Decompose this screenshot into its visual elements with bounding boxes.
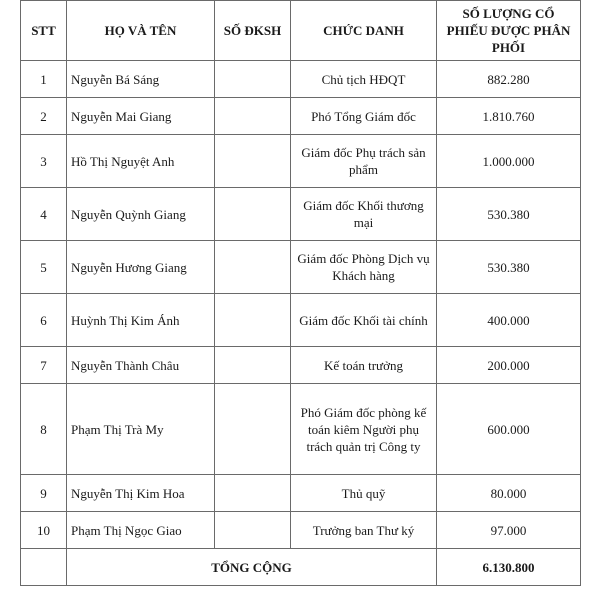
cell-dksh <box>215 294 291 347</box>
cell-name: Nguyễn Thành Châu <box>67 347 215 384</box>
cell-stt: 1 <box>21 61 67 98</box>
table-header <box>21 1 581 61</box>
cell-name: Huỳnh Thị Kim Ánh <box>67 294 215 347</box>
header-row <box>21 1 581 61</box>
total-qty: 6.130.800 <box>437 549 581 586</box>
cell-title: Thủ quỹ <box>291 475 437 512</box>
cell-title: Trưởng ban Thư ký <box>291 512 437 549</box>
cell-stt: 4 <box>21 188 67 241</box>
cell-title: Giám đốc Khối tài chính <box>291 294 437 347</box>
cell-name: Nguyễn Mai Giang <box>67 98 215 135</box>
cell-stt: 5 <box>21 241 67 294</box>
cell-dksh <box>215 98 291 135</box>
cell-dksh <box>215 61 291 98</box>
cell-dksh <box>215 512 291 549</box>
cell-name: Nguyễn Bá Sáng <box>67 61 215 98</box>
header-name: HỌ VÀ TÊN <box>67 1 215 61</box>
table-row <box>21 61 581 98</box>
cell-qty: 1.000.000 <box>437 135 581 188</box>
cell-stt: 7 <box>21 347 67 384</box>
cell-dksh <box>215 135 291 188</box>
header-qty: SỐ LƯỢNG CỔ PHIẾU ĐƯỢC PHÂN PHỐI <box>437 1 581 61</box>
table-row <box>21 475 581 512</box>
table-row <box>21 241 581 294</box>
total-blank-cell <box>21 549 67 586</box>
cell-dksh <box>215 241 291 294</box>
cell-stt: 6 <box>21 294 67 347</box>
table-row <box>21 512 581 549</box>
cell-title: Phó Tổng Giám đốc <box>291 98 437 135</box>
cell-title: Giám đốc Khối thương mại <box>291 188 437 241</box>
cell-stt: 10 <box>21 512 67 549</box>
cell-stt: 2 <box>21 98 67 135</box>
cell-dksh <box>215 347 291 384</box>
table-row <box>21 98 581 135</box>
cell-dksh <box>215 384 291 475</box>
cell-name: Hồ Thị Nguyệt Anh <box>67 135 215 188</box>
cell-name: Nguyễn Quỳnh Giang <box>67 188 215 241</box>
cell-dksh <box>215 475 291 512</box>
table-body <box>21 61 581 586</box>
cell-title: Chủ tịch HĐQT <box>291 61 437 98</box>
header-dksh: SỐ ĐKSH <box>215 1 291 61</box>
cell-qty: 400.000 <box>437 294 581 347</box>
cell-title: Kế toán trưởng <box>291 347 437 384</box>
cell-qty: 97.000 <box>437 512 581 549</box>
cell-dksh <box>215 188 291 241</box>
cell-name: Phạm Thị Ngọc Giao <box>67 512 215 549</box>
header-stt: STT <box>21 1 67 61</box>
cell-title: Giám đốc Phụ trách sản phẩm <box>291 135 437 188</box>
cell-qty: 882.280 <box>437 61 581 98</box>
cell-qty: 80.000 <box>437 475 581 512</box>
total-row <box>21 549 581 586</box>
cell-qty: 530.380 <box>437 188 581 241</box>
cell-qty: 530.380 <box>437 241 581 294</box>
table-row <box>21 188 581 241</box>
cell-title: Phó Giám đốc phòng kế toán kiêm Người phụ trách quản trị Công ty <box>291 384 437 475</box>
share-allocation-table <box>20 0 581 586</box>
cell-name: Nguyễn Hương Giang <box>67 241 215 294</box>
cell-qty: 600.000 <box>437 384 581 475</box>
total-label: TỔNG CỘNG <box>67 549 437 586</box>
table-row <box>21 135 581 188</box>
table-row <box>21 384 581 475</box>
cell-stt: 8 <box>21 384 67 475</box>
cell-title: Giám đốc Phòng Dịch vụ Khách hàng <box>291 241 437 294</box>
cell-name: Nguyễn Thị Kim Hoa <box>67 475 215 512</box>
table-row <box>21 347 581 384</box>
table-row <box>21 294 581 347</box>
cell-qty: 1.810.760 <box>437 98 581 135</box>
cell-stt: 3 <box>21 135 67 188</box>
cell-qty: 200.000 <box>437 347 581 384</box>
header-title: CHỨC DANH <box>291 1 437 61</box>
cell-name: Phạm Thị Trà My <box>67 384 215 475</box>
cell-stt: 9 <box>21 475 67 512</box>
